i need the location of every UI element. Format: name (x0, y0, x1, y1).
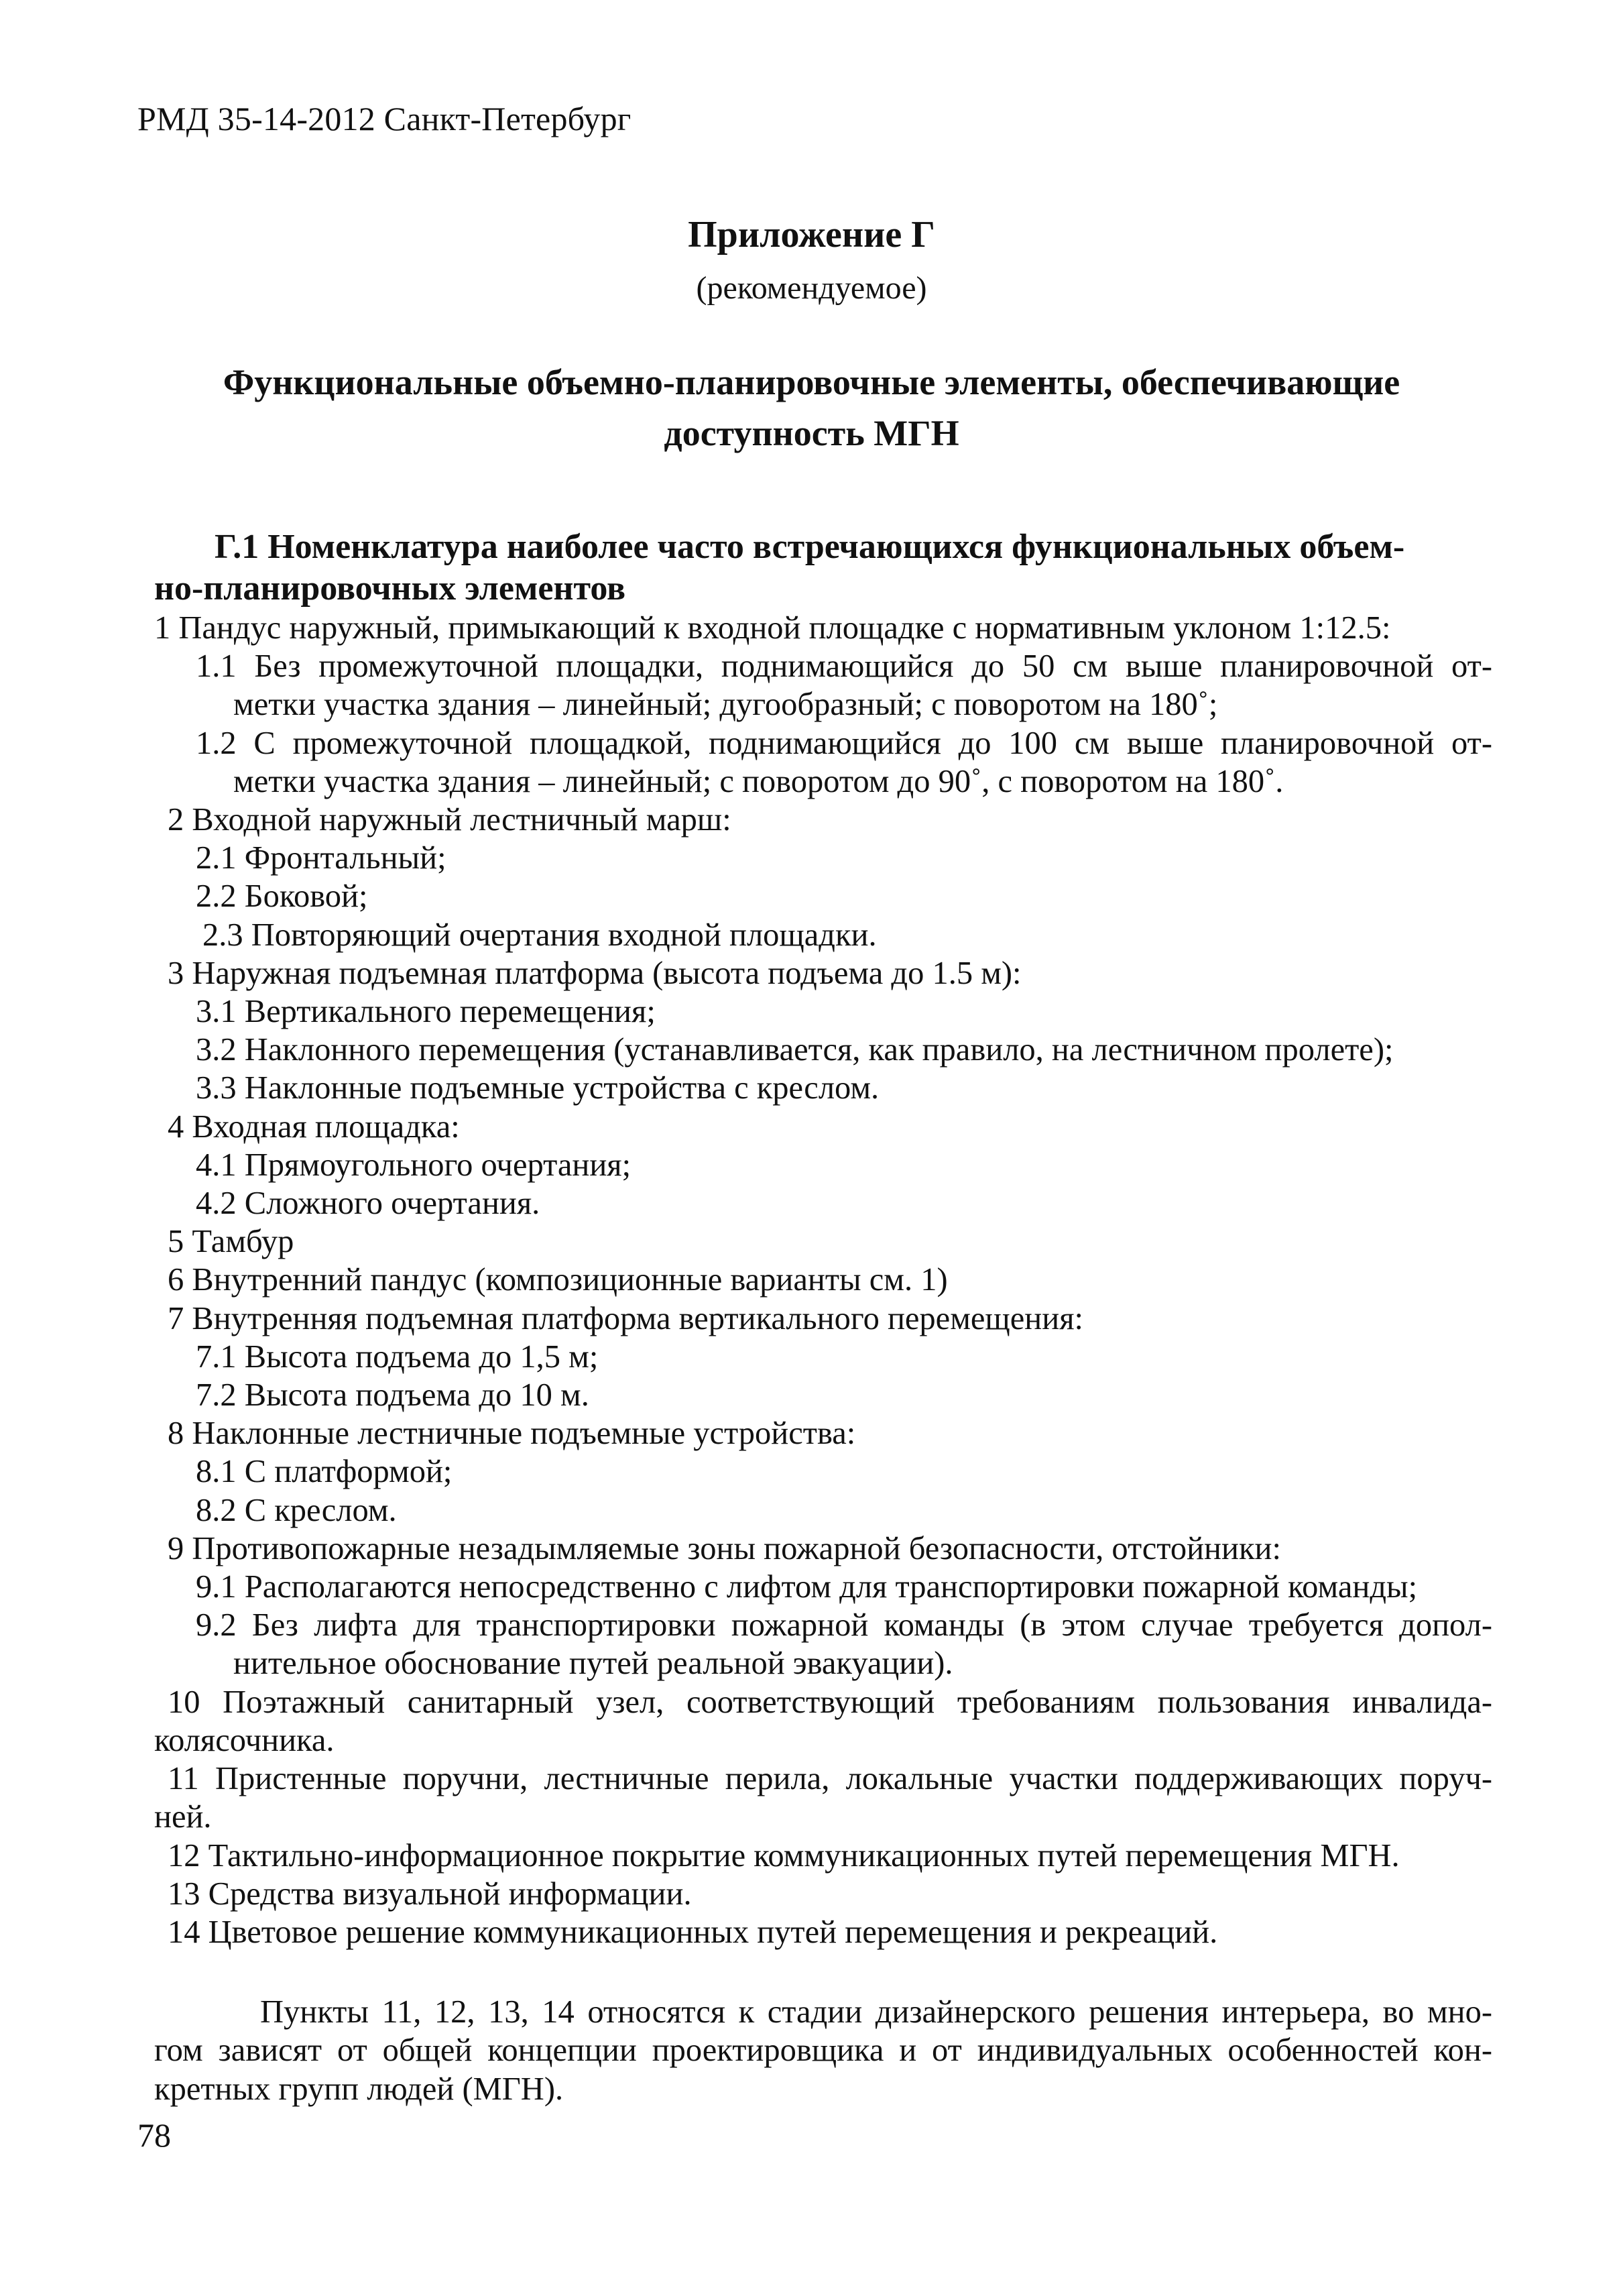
list-item: 6 Внутренний пандус (композиционные варианты см. 1) (168, 1262, 948, 1298)
list-item: 10 Поэтажный санитарный узел, соответствующий требованиям пользования инвалида- (168, 1684, 1492, 1720)
list-item: 3 Наружная подъемная платформа (высота подъема до 1.5 м): (168, 955, 1022, 991)
list-item: 13 Средства визуальной информации. (168, 1876, 692, 1912)
paragraph-gap (154, 1951, 1492, 1993)
list-item: 9 Противопожарные незадымляемые зоны пожарной безопасности, отстойники: (168, 1530, 1281, 1566)
list-item: 12 Тактильно-информационное покрытие коммуникационных путей перемещения МГН. (168, 1837, 1400, 1874)
list-subitem: 9.1 Располагаются непосредственно с лифтом для транспортировки пожарной команды; (196, 1569, 1418, 1605)
list-subitem: 3.2 Наклонного перемещения (устанавливается, как правило, на лестничном пролете); (196, 1032, 1394, 1068)
list-item: 8 Наклонные лестничные подъемные устройства: (168, 1416, 856, 1452)
list-item-continuation: ней. (154, 1799, 212, 1835)
list-subitem: 9.2 Без лифта для транспортировки пожарной команды (в этом случае требуется допол- (196, 1607, 1492, 1644)
document-title-line: Функциональные объемно-планировочные элементы, обеспечивающие (223, 362, 1400, 402)
running-header: РМД 35-14-2012 Санкт-Петербург (137, 100, 632, 137)
list-subitem: 8.1 С платформой; (196, 1454, 453, 1490)
list-subitem: 2.3 Повторяющий очертания входной площадки. (202, 917, 877, 953)
list-subitem: 1.1 Без промежуточной площадки, поднимающийся до 50 см выше планировочной от- (196, 648, 1492, 685)
list-subitem: 8.2 С креслом. (196, 1492, 397, 1528)
list-item: 1 Пандус наружный, примыкающий к входной площадке с нормативным уклоном 1:12.5: (154, 610, 1391, 646)
list-subitem: 3.1 Вертикального перемещения; (196, 994, 656, 1030)
note-paragraph-line: гом зависят от общей концепции проектировщика и от индивидуальных особенностей кон- (154, 2032, 1492, 2069)
list-item: 2 Входной наружный лестничный марш: (168, 802, 731, 838)
list-item: 4 Входная площадка: (168, 1108, 460, 1145)
list-item: 7 Внутренняя подъемная платформа вертикального перемещения: (168, 1300, 1083, 1336)
section-heading-line: но-планировочных элементов (154, 569, 626, 608)
document-title-line: доступность МГН (664, 413, 959, 453)
list-subitem: 2.1 Фронтальный; (196, 840, 446, 876)
document-title (0, 357, 1623, 459)
note-paragraph-line: кретных групп людей (МГН). (154, 2071, 564, 2107)
list-item: 14 Цветовое решение коммуникационных путей перемещения и рекреаций. (168, 1914, 1218, 1950)
appendix-title: Приложение Г (688, 214, 935, 255)
section-heading (154, 526, 1492, 610)
list-subitem: 7.1 Высота подъема до 1,5 м; (196, 1338, 599, 1375)
list-subitem: 4.2 Сложного очертания. (196, 1186, 540, 1222)
list-subitem: 1.2 С промежуточной площадкой, поднимающийся до 100 см выше планировочной от- (196, 725, 1492, 761)
list-subitem: 2.2 Боковой; (196, 878, 368, 915)
section-heading-line: Г.1 Номенклатура наиболее часто встречающихся функциональных объем- (215, 528, 1405, 566)
list-subitem-continuation: метки участка здания – линейный; с поворотом до 90˚, с поворотом на 180˚. (233, 763, 1284, 799)
list-item-continuation: колясочника. (154, 1722, 335, 1758)
page-number: 78 (137, 2116, 171, 2154)
list-item: 5 Тамбур (168, 1224, 294, 1260)
nomenclature-list (154, 609, 1492, 2108)
note-paragraph-line: Пункты 11, 12, 13, 14 относятся к стадии дизайнерского решения интерьера, во мно- (260, 1994, 1492, 2030)
list-subitem-continuation: нительное обоснование путей реальной эвакуации). (233, 1646, 953, 1682)
list-subitem: 7.2 Высота подъема до 10 м. (196, 1377, 589, 1414)
list-subitem-continuation: метки участка здания – линейный; дугообразный; с поворотом на 180˚; (233, 687, 1218, 723)
appendix-subtitle: (рекомендуемое) (696, 270, 927, 306)
list-item: 11 Пристенные поручни, лестничные перила, локальные участки поддерживающих поруч- (168, 1761, 1492, 1797)
list-subitem: 3.3 Наклонные подъемные устройства с креслом. (196, 1070, 880, 1106)
list-subitem: 4.1 Прямоугольного очертания; (196, 1147, 632, 1183)
